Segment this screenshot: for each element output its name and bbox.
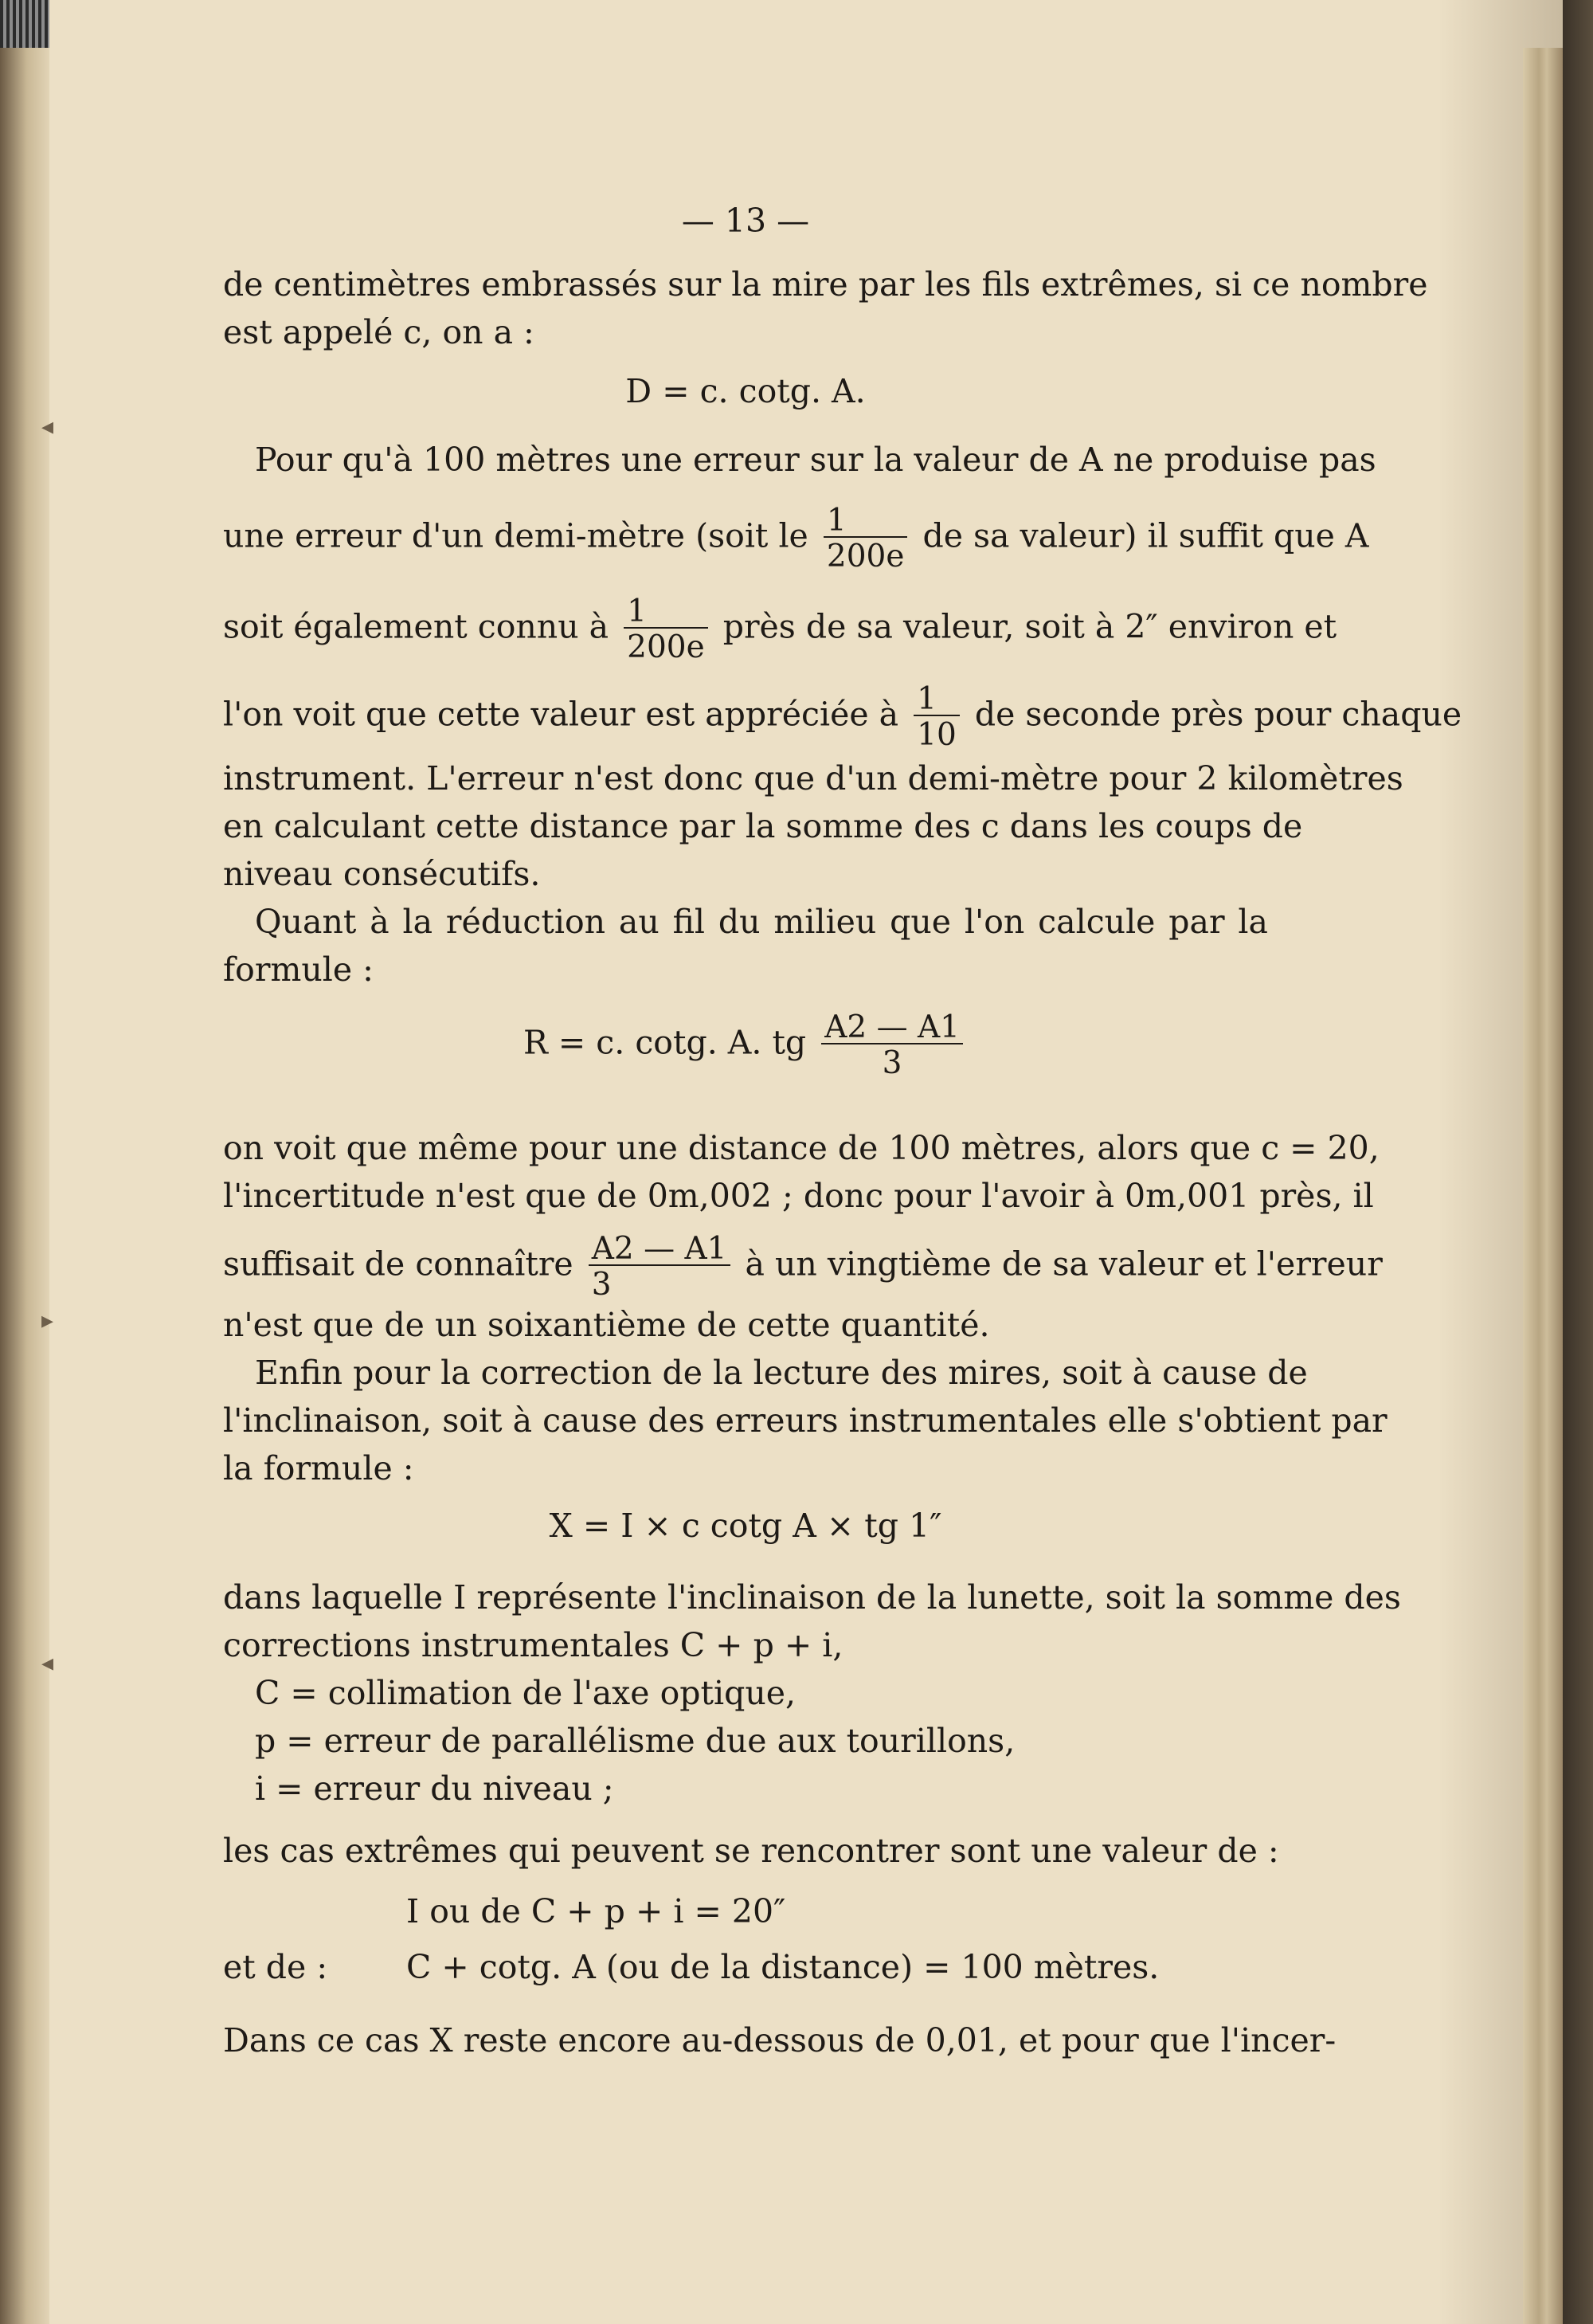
fraction-denominator: 200e [824,536,908,572]
text-line: corrections instrumentales C + p + i, [223,1626,843,1664]
text-line: Pour qu'à 100 mètres une erreur sur la valeur de A ne produise pas [255,441,1376,479]
text-line-with-fraction [223,503,1369,574]
margin-mark-icon: ▸ [41,1307,54,1334]
fraction-numerator: A2 — A1 [591,1231,727,1267]
formula-d: D = c. cotg. A. [625,372,866,410]
text-segment: une erreur d'un demi-mètre (soit le [223,516,808,555]
text-line: instrument. L'erreur n'est donc que d'un demi-mètre pour 2 kilomètres [223,759,1403,798]
fraction [589,1231,730,1303]
text-segment: de seconde près pour chaque [974,695,1462,734]
text-line: Enfin pour la correction de la lecture des mires, soit à cause de [255,1354,1308,1392]
text-line: les cas extrêmes qui peuvent se rencontrer sont une valeur de : [223,1832,1279,1870]
text-line: l'incertitude n'est que de 0m,002 ; donc pour l'avoir à 0m,001 près, il [223,1177,1374,1215]
text-segment: de sa valeur) il suffit que A [922,516,1369,555]
text-line: niveau consécutifs. [223,855,541,893]
formula-line: I ou de C + p + i = 20″ [406,1892,786,1930]
formula-r [223,1009,1268,1081]
text-line: la formule : [223,1449,414,1487]
formula-line-label: et de : [223,1948,328,1986]
definition-line: p = erreur de parallélisme due aux tourillons, [255,1722,1016,1760]
text-segment: suffisait de connaître [223,1244,573,1283]
text-line-with-fraction [223,1231,1383,1303]
formula-line: C + cotg. A (ou de la distance) = 100 mètres. [406,1948,1160,1986]
text-line: en calculant cette distance par la somme des c dans les coups de [223,807,1303,845]
text-line: dans laquelle I représente l'inclinaison de la lunette, soit la somme des [223,1578,1401,1617]
text-line: Quant à la réduction au fil du milieu que l'on calcule par la [255,903,1268,941]
text-line: est appelé c, on a : [223,313,534,351]
text-segment: soit également connu à [223,607,609,646]
formula-x: X = I × c cotg A × tg 1″ [549,1507,942,1545]
fraction [824,505,908,572]
book-spine [0,0,49,2324]
fraction-denominator: 200e [624,627,708,663]
text-segment: près de sa valeur, soit à 2″ environ et [722,607,1337,646]
fraction-denominator: 3 [821,1043,963,1079]
text-line: formule : [223,950,374,989]
fraction-numerator: 1 [627,594,647,629]
fraction-denominator: 10 [914,715,960,750]
text-body [223,0,1462,2324]
fraction-numerator: A2 — A1 [824,1009,960,1045]
margin-mark-icon: ◂ [41,1649,54,1677]
text-line: l'inclinaison, soit à cause des erreurs instrumentales elle s'obtient par [223,1401,1388,1440]
formula-r-prefix: R = c. cotg. A. tg [523,1023,807,1062]
page-number: — 13 — [681,202,810,240]
scan-corner-mark [0,0,49,48]
fraction-numerator: 1 [826,503,847,539]
margin-mark-icon: ◂ [41,413,54,441]
fraction [624,596,708,663]
text-line: de centimètres embrassés sur la mire par les fils extrêmes, si ce nombre [223,265,1428,304]
text-line-with-fraction [223,681,1462,753]
fraction [821,1009,963,1081]
text-line: on voit que même pour une distance de 100 mètres, alors que c = 20, [223,1129,1380,1167]
text-segment: à un vingtième de sa valeur et l'erreur [745,1244,1383,1283]
fraction [914,681,960,753]
fraction-denominator: 3 [589,1264,730,1300]
page-fold-edge [1523,48,1563,2324]
text-line-with-fraction [223,594,1337,665]
scan-background-edge [1563,0,1593,2324]
definition-line: C = collimation de l'axe optique, [255,1674,796,1712]
text-segment: l'on voit que cette valeur est appréciée à [223,695,899,734]
text-line: n'est que de un soixantième de cette quantité. [223,1306,990,1344]
text-line: Dans ce cas X reste encore au-dessous de 0,01, et pour que l'incer- [223,2021,1337,2059]
definition-line: i = erreur du niveau ; [255,1769,614,1808]
fraction-numerator: 1 [917,681,937,717]
